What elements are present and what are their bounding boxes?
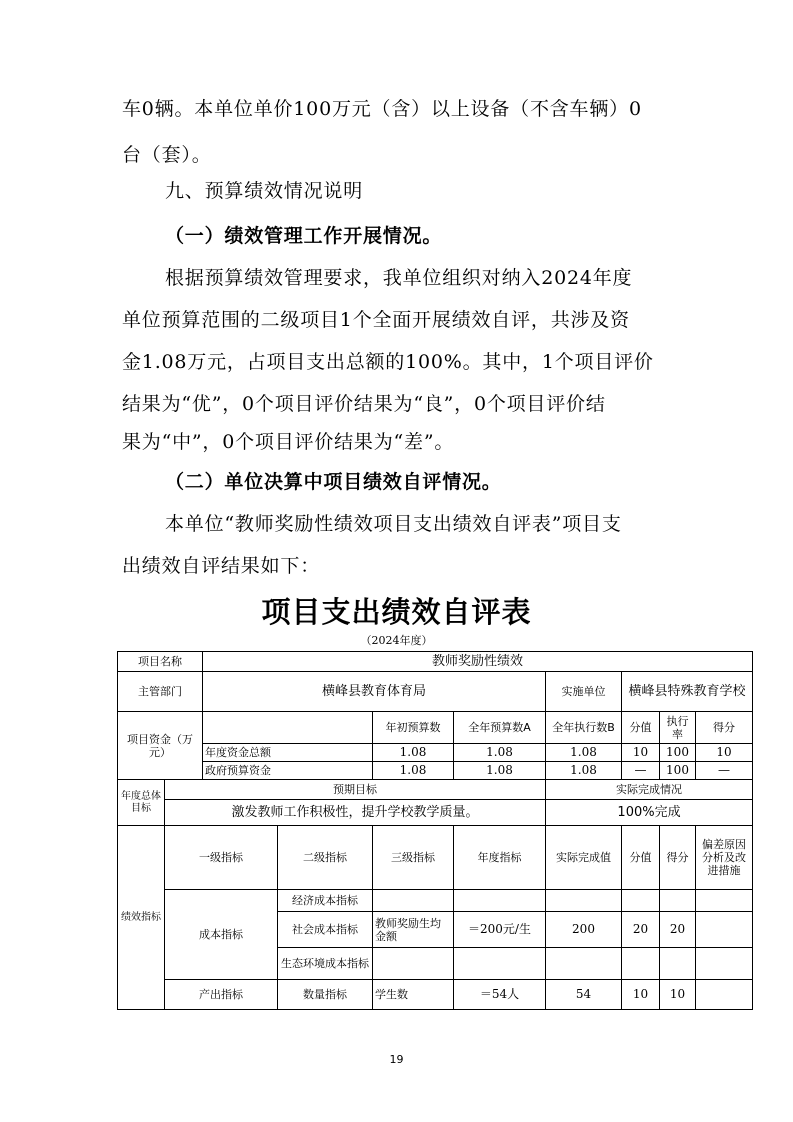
dept-value: 横峰县教育体育局 bbox=[203, 672, 546, 712]
perf-label: 绩效指标 bbox=[118, 826, 165, 1010]
row-total-score: 10 bbox=[622, 744, 660, 762]
subsection-heading-1: （一）绩效管理工作开展情况。 bbox=[165, 225, 443, 247]
social-target: ＝200元/生 bbox=[454, 912, 546, 948]
paragraph-line: 结果为“优”，0个项目评价结果为“良”，0个项目评价结 bbox=[122, 393, 606, 415]
paragraph-line: 根据预算绩效管理要求，我单位组织对纳入2024年度 bbox=[165, 267, 633, 289]
qty-actual: 54 bbox=[546, 980, 622, 1010]
social-cost-label: 社会成本指标 bbox=[278, 912, 373, 948]
social-level3: 教师奖励生均金额 bbox=[373, 912, 454, 948]
row-gov-label: 政府预算资金 bbox=[203, 762, 373, 780]
paragraph-line: 本单位“教师奖励性绩效项目支出绩效自评表”项目支 bbox=[165, 513, 622, 535]
row-gov-full: 1.08 bbox=[454, 762, 546, 780]
output-label: 产出指标 bbox=[165, 980, 278, 1010]
row-total-exec: 1.08 bbox=[546, 744, 622, 762]
h-level1: 一级指标 bbox=[165, 826, 278, 890]
h-level2: 二级指标 bbox=[278, 826, 373, 890]
paragraph-line: 单位预算范围的二级项目1个全面开展绩效自评，共涉及资 bbox=[122, 309, 630, 331]
social-got: 20 bbox=[660, 912, 696, 948]
goal-label: 年度总体目标 bbox=[118, 780, 165, 826]
actual-label: 实际完成情况 bbox=[546, 780, 753, 800]
actual-result: 100%完成 bbox=[546, 800, 753, 826]
h-level3: 三级指标 bbox=[373, 826, 454, 890]
expected-goal: 激发教师工作积极性，提升学校教学质量。 bbox=[165, 800, 546, 826]
col-initial: 年初预算数 bbox=[373, 712, 454, 744]
section-heading: 九、预算绩效情况说明 bbox=[165, 180, 364, 202]
qty-label: 数量指标 bbox=[278, 980, 373, 1010]
row-total-initial: 1.08 bbox=[373, 744, 454, 762]
eco-cost-label: 生态环境成本指标 bbox=[278, 948, 373, 980]
subsection-heading-2: （二）单位决算中项目绩效自评情况。 bbox=[165, 471, 502, 493]
h-reason: 偏差原因分析及改进措施 bbox=[696, 826, 753, 890]
funds-label: 项目资金（万元） bbox=[118, 712, 203, 780]
row-gov-got: — bbox=[696, 762, 753, 780]
dept-label: 主管部门 bbox=[118, 672, 203, 712]
h-score: 分值 bbox=[622, 826, 660, 890]
col-score: 分值 bbox=[622, 712, 660, 744]
h-got: 得分 bbox=[660, 826, 696, 890]
cost-label: 成本指标 bbox=[165, 890, 278, 980]
col-got: 得分 bbox=[696, 712, 753, 744]
project-name-label: 项目名称 bbox=[118, 652, 203, 672]
qty-target: ＝54人 bbox=[454, 980, 546, 1010]
col-exec: 全年执行数B bbox=[546, 712, 622, 744]
qty-got: 10 bbox=[660, 980, 696, 1010]
table-year: （2024年度） bbox=[360, 634, 433, 647]
col-rate: 执行率 bbox=[660, 712, 696, 744]
qty-level3: 学生数 bbox=[373, 980, 454, 1010]
row-total-label: 年度资金总额 bbox=[203, 744, 373, 762]
row-gov-rate: 100 bbox=[660, 762, 696, 780]
impl-label: 实施单位 bbox=[546, 672, 622, 712]
social-actual: 200 bbox=[546, 912, 622, 948]
impl-value: 横峰县特殊教育学校 bbox=[622, 672, 753, 712]
row-total-rate: 100 bbox=[660, 744, 696, 762]
col-full: 全年预算数A bbox=[454, 712, 546, 744]
paragraph-line: 出绩效自评结果如下： bbox=[122, 555, 321, 577]
row-gov-score: — bbox=[622, 762, 660, 780]
row-gov-initial: 1.08 bbox=[373, 762, 454, 780]
row-total-full: 1.08 bbox=[454, 744, 546, 762]
page-number: 19 bbox=[389, 1053, 404, 1066]
expected-label: 预期目标 bbox=[165, 780, 546, 800]
h-actual: 实际完成值 bbox=[546, 826, 622, 890]
row-gov-exec: 1.08 bbox=[546, 762, 622, 780]
paragraph-line: 台（套）。 bbox=[122, 144, 212, 166]
h-target: 年度指标 bbox=[454, 826, 546, 890]
project-name: 教师奖励性绩效 bbox=[203, 652, 753, 672]
qty-score: 10 bbox=[622, 980, 660, 1010]
performance-table bbox=[117, 651, 753, 1010]
econ-cost-label: 经济成本指标 bbox=[278, 890, 373, 912]
paragraph-line: 金1.08万元，占项目支出总额的100%。其中，1个项目评价 bbox=[122, 351, 654, 373]
social-score: 20 bbox=[622, 912, 660, 948]
row-total-got: 10 bbox=[696, 744, 753, 762]
paragraph-line: 车0辆。本单位单价100万元（含）以上设备（不含车辆）0 bbox=[122, 98, 642, 120]
paragraph-line: 果为“中”，0个项目评价结果为“差”。 bbox=[122, 431, 455, 453]
table-title: 项目支出绩效自评表 bbox=[261, 595, 532, 629]
